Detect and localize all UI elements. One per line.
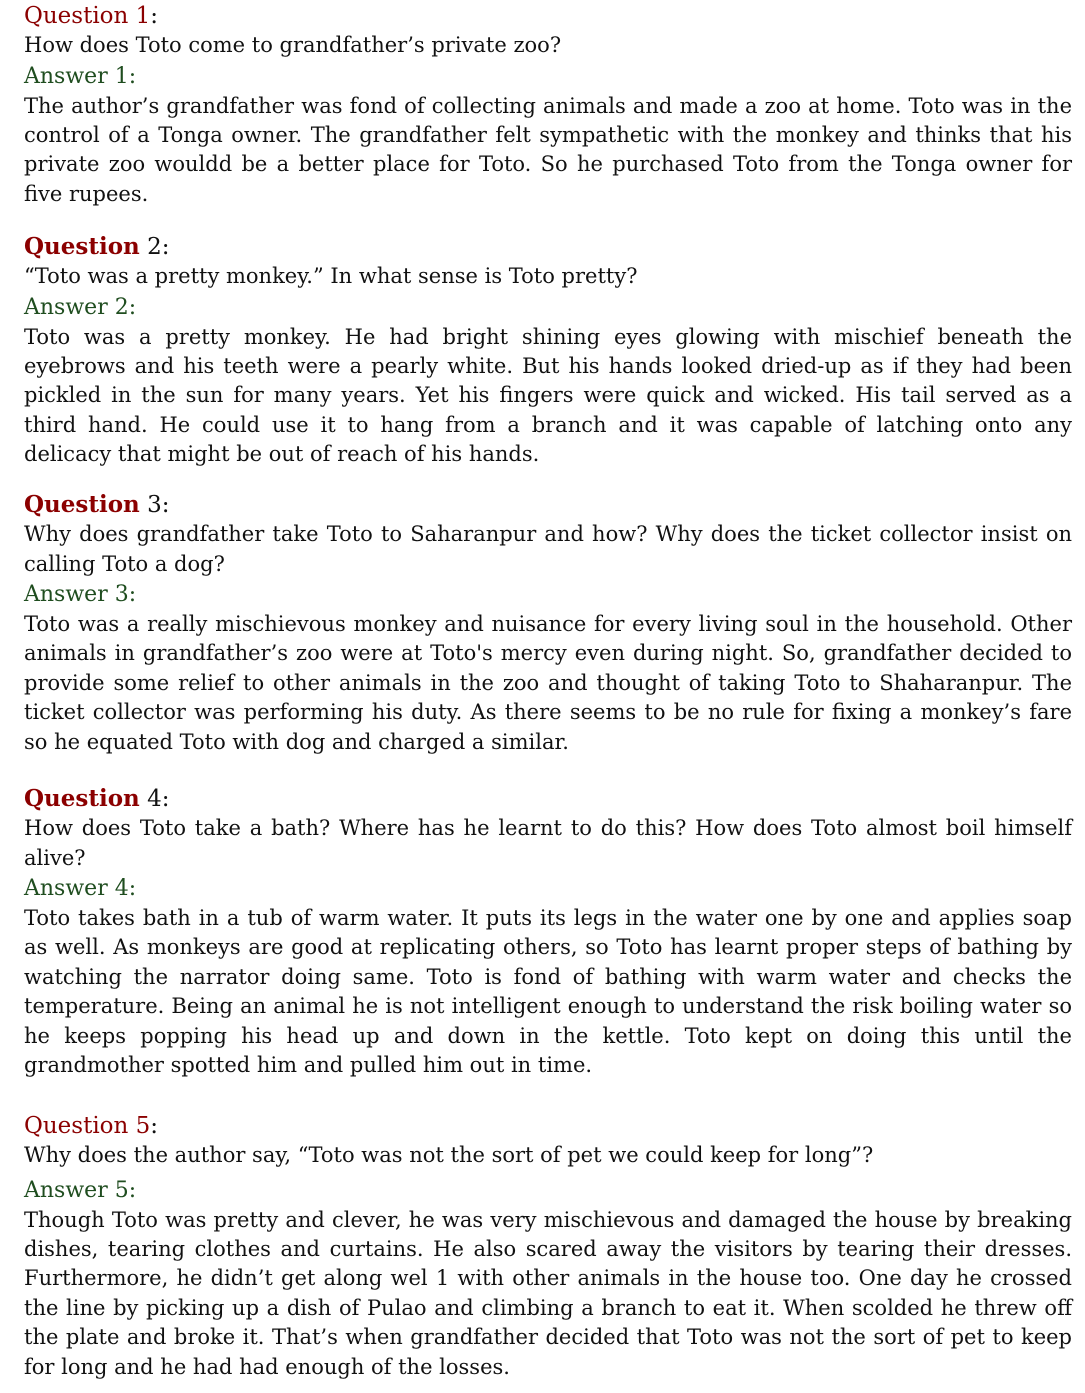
- question-heading: Question 3:: [24, 491, 170, 518]
- answer-heading: Answer 5:: [24, 1177, 137, 1203]
- qa-block-4: [24, 784, 1072, 1080]
- answer-text: Toto was a really mischievous monkey and nuisance for every living soul in the household. Other animals in grandfather’s zoo were at Toto's mercy even during night. So, grandfather decided to provide some relief to other animals in the zoo and thought of taking Toto to Shaharanpur. The ticket collector was performing his duty. As there seems to be no rule for fixing a monkey’s fare so he equated Toto with dog and charged a similar.: [24, 612, 1072, 754]
- answer-text: Toto was a pretty monkey. He had bright shining eyes glowing with mischief beneath the eyebrows and his teeth were a pearly white. But his hands looked dried-up as if they had been pickled in the sun for many years. Yet his fingers were quick and wicked. His tail served as a third hand. He could use it to hang from a branch and it was capable of latching onto any delicacy that might be out of reach of his hands.: [24, 324, 1072, 467]
- question-label: Question 1: [24, 3, 151, 29]
- answer-label: Answer 2: [24, 294, 129, 320]
- question-heading: Question 1:: [24, 3, 159, 29]
- question-heading: Question 5:: [24, 1113, 159, 1139]
- question-label: Question: [24, 785, 140, 812]
- answer-heading: Answer 4:: [24, 876, 137, 901]
- answer-label: Answer 4: [24, 876, 129, 901]
- answer-heading: Answer 1:: [24, 63, 137, 89]
- qa-block-2: [24, 232, 1072, 470]
- answer-heading: Answer 3:: [24, 582, 137, 607]
- qa-block-5: [24, 1112, 1072, 1382]
- question-text: “Toto was a pretty monkey.” In what sense is Toto pretty?: [24, 264, 638, 288]
- question-text: How does Toto come to grandfather’s private zoo?: [24, 33, 562, 57]
- question-number: 3: [147, 492, 162, 518]
- question-label: Question 5: [24, 1113, 151, 1139]
- question-text: Why does the author say, “Toto was not the sort of pet we could keep for long”?: [24, 1143, 874, 1167]
- question-text: Why does grandfather take Toto to Saharanpur and how? Why does the ticket collector insist on calling Toto a dog?: [24, 522, 1072, 576]
- answer-label: Answer 1: [24, 63, 129, 89]
- question-number: 2: [147, 234, 162, 260]
- answer-text: The author’s grandfather was fond of collecting animals and made a zoo at home. Toto was in the control of a Tonga owner. The grandfather felt sympathetic with the monkey and thinks that his private zoo wouldd be a better place for Toto. So he purchased Toto from the Tonga owner for five rupees.: [24, 93, 1072, 206]
- question-heading: Question 4:: [24, 785, 170, 812]
- answer-text: Though Toto was pretty and clever, he was very mischievous and damaged the house by breaking dishes, tearing clothes and curtains. He also scared away the visitors by tearing their dresses. Furthermore, he didn’t get along wel 1 with other animals in the house too. One day he crossed the line by picking up a dish of Pulao and climbing a branch to eat it. When scolded he threw off the plate and broke it. That’s when grandfather decided that Toto was not the sort of pet to keep for long and he had had enough of the losses.: [24, 1207, 1072, 1379]
- answer-heading: Answer 2:: [24, 294, 137, 320]
- question-heading: Question 2:: [24, 233, 170, 260]
- question-label: Question: [24, 233, 140, 260]
- qa-block-1: [24, 2, 1072, 209]
- question-number: 4: [147, 786, 162, 812]
- question-label: Question: [24, 491, 140, 518]
- answer-label: Answer 3: [24, 582, 129, 607]
- qa-block-3: [24, 490, 1072, 757]
- answer-label: Answer 5: [24, 1177, 129, 1203]
- answer-text: Toto takes bath in a tub of warm water. It puts its legs in the water one by one and applies soap as well. As monkeys are good at replicating others, so Toto has learnt proper steps of bathing by watching the narrator doing same. Toto is fond of bathing with warm water and checks the temperature. Being an animal he is not intelligent enough to understand the risk boiling water so he keeps popping his head up and down in the kettle. Toto kept on doing this until the grandmother spotted him and pulled him out in time.: [24, 906, 1072, 1078]
- question-text: How does Toto take a bath? Where has he learnt to do this? How does Toto almost boil himself alive?: [24, 816, 1072, 870]
